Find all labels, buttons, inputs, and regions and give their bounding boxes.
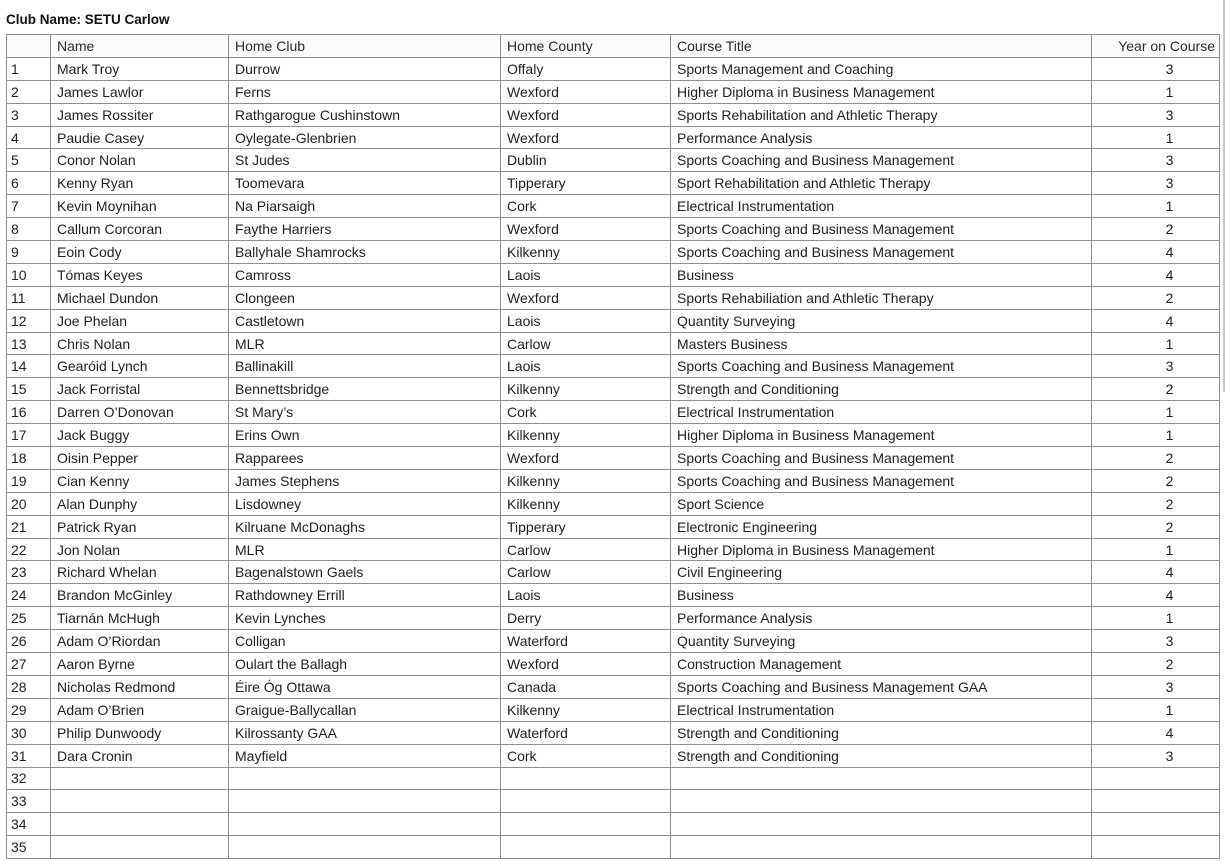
player-name-cell bbox=[51, 767, 229, 790]
course-title-cell: Quantity Surveying bbox=[671, 309, 1092, 332]
header-index bbox=[7, 35, 51, 58]
year-on-course-cell: 3 bbox=[1092, 675, 1220, 698]
year-on-course-cell: 2 bbox=[1092, 653, 1220, 676]
row-number: 25 bbox=[7, 607, 51, 630]
year-on-course-cell: 4 bbox=[1092, 241, 1220, 264]
year-on-course-cell: 3 bbox=[1092, 149, 1220, 172]
home-club-cell: St Judes bbox=[229, 149, 501, 172]
home-club-cell: Graigue-Ballycallan bbox=[229, 698, 501, 721]
course-title-cell: Electrical Instrumentation bbox=[671, 401, 1092, 424]
row-number: 6 bbox=[7, 172, 51, 195]
player-name-cell: Mark Troy bbox=[51, 57, 229, 80]
roster-body bbox=[7, 57, 1220, 858]
course-title-cell: Sport Rehabilitation and Athletic Therapy bbox=[671, 172, 1092, 195]
player-name-cell: Alan Dunphy bbox=[51, 492, 229, 515]
player-name-cell: Conor Nolan bbox=[51, 149, 229, 172]
course-title-cell: Sports Management and Coaching bbox=[671, 57, 1092, 80]
player-name-cell: Philip Dunwoody bbox=[51, 721, 229, 744]
home-club-cell: Mayfield bbox=[229, 744, 501, 767]
player-name-cell: Chris Nolan bbox=[51, 332, 229, 355]
course-title-cell: Electrical Instrumentation bbox=[671, 195, 1092, 218]
row-number: 32 bbox=[7, 767, 51, 790]
course-title-cell: Sports Rehabilitation and Athletic Therapy bbox=[671, 103, 1092, 126]
player-name-cell: Tómas Keyes bbox=[51, 263, 229, 286]
home-county-cell: Wexford bbox=[501, 218, 671, 241]
year-on-course-cell: 1 bbox=[1092, 424, 1220, 447]
table-row bbox=[7, 126, 1220, 149]
course-title-cell: Civil Engineering bbox=[671, 561, 1092, 584]
row-number: 14 bbox=[7, 355, 51, 378]
home-county-cell: Offaly bbox=[501, 57, 671, 80]
home-club-cell: Oylegate-Glenbrien bbox=[229, 126, 501, 149]
home-club-cell: Toomevara bbox=[229, 172, 501, 195]
home-county-cell: Wexford bbox=[501, 126, 671, 149]
row-number: 31 bbox=[7, 744, 51, 767]
home-club-cell: Erins Own bbox=[229, 424, 501, 447]
course-title-cell: Sports Coaching and Business Management bbox=[671, 241, 1092, 264]
year-on-course-cell: 4 bbox=[1092, 584, 1220, 607]
year-on-course-cell: 2 bbox=[1092, 515, 1220, 538]
table-row bbox=[7, 836, 1220, 859]
table-row bbox=[7, 103, 1220, 126]
row-number: 27 bbox=[7, 653, 51, 676]
player-name-cell: Eoin Cody bbox=[51, 241, 229, 264]
year-on-course-cell bbox=[1092, 813, 1220, 836]
home-club-cell: Kevin Lynches bbox=[229, 607, 501, 630]
player-name-cell: Joe Phelan bbox=[51, 309, 229, 332]
table-row bbox=[7, 538, 1220, 561]
home-county-cell: Wexford bbox=[501, 286, 671, 309]
player-name-cell bbox=[51, 813, 229, 836]
course-title-cell: Performance Analysis bbox=[671, 126, 1092, 149]
table-row bbox=[7, 492, 1220, 515]
year-on-course-cell: 2 bbox=[1092, 469, 1220, 492]
player-name-cell: Aaron Byrne bbox=[51, 653, 229, 676]
course-title-cell: Sports Coaching and Business Management GAA bbox=[671, 675, 1092, 698]
home-club-cell: Camross bbox=[229, 263, 501, 286]
course-title-cell: Strength and Conditioning bbox=[671, 378, 1092, 401]
table-row bbox=[7, 561, 1220, 584]
player-name-cell bbox=[51, 836, 229, 859]
home-county-cell bbox=[501, 813, 671, 836]
course-title-cell: Sports Rehabiliation and Athletic Therapy bbox=[671, 286, 1092, 309]
home-county-cell: Laois bbox=[501, 309, 671, 332]
header-year-on-course: Year on Course bbox=[1092, 35, 1220, 58]
table-row bbox=[7, 447, 1220, 470]
row-number: 9 bbox=[7, 241, 51, 264]
player-name-cell: Oisin Pepper bbox=[51, 447, 229, 470]
home-county-cell: Kilkenny bbox=[501, 492, 671, 515]
course-title-cell: Strength and Conditioning bbox=[671, 721, 1092, 744]
home-county-cell: Kilkenny bbox=[501, 469, 671, 492]
home-club-cell: Durrow bbox=[229, 57, 501, 80]
table-row bbox=[7, 332, 1220, 355]
home-county-cell: Carlow bbox=[501, 561, 671, 584]
table-row bbox=[7, 355, 1220, 378]
home-club-cell: Lisdowney bbox=[229, 492, 501, 515]
home-county-cell: Tipperary bbox=[501, 172, 671, 195]
year-on-course-cell: 1 bbox=[1092, 698, 1220, 721]
course-title-cell: Sports Coaching and Business Management bbox=[671, 149, 1092, 172]
table-row bbox=[7, 424, 1220, 447]
year-on-course-cell: 1 bbox=[1092, 126, 1220, 149]
year-on-course-cell: 2 bbox=[1092, 492, 1220, 515]
row-number: 23 bbox=[7, 561, 51, 584]
year-on-course-cell: 2 bbox=[1092, 447, 1220, 470]
home-county-cell: Tipperary bbox=[501, 515, 671, 538]
home-county-cell bbox=[501, 767, 671, 790]
player-name-cell: Richard Whelan bbox=[51, 561, 229, 584]
player-name-cell: Kevin Moynihan bbox=[51, 195, 229, 218]
home-club-cell: Kilruane McDonaghs bbox=[229, 515, 501, 538]
home-club-cell: Rathdowney Errill bbox=[229, 584, 501, 607]
home-club-cell: MLR bbox=[229, 538, 501, 561]
home-county-cell: Carlow bbox=[501, 332, 671, 355]
row-number: 16 bbox=[7, 401, 51, 424]
table-row bbox=[7, 80, 1220, 103]
header-home-county: Home County bbox=[501, 35, 671, 58]
row-number: 12 bbox=[7, 309, 51, 332]
home-club-cell: Faythe Harriers bbox=[229, 218, 501, 241]
year-on-course-cell: 4 bbox=[1092, 263, 1220, 286]
home-county-cell: Laois bbox=[501, 355, 671, 378]
row-number: 21 bbox=[7, 515, 51, 538]
table-row bbox=[7, 698, 1220, 721]
header-home-club: Home Club bbox=[229, 35, 501, 58]
course-title-cell bbox=[671, 813, 1092, 836]
player-name-cell: Gearóid Lynch bbox=[51, 355, 229, 378]
home-club-cell: Bennettsbridge bbox=[229, 378, 501, 401]
home-club-cell bbox=[229, 813, 501, 836]
home-county-cell: Waterford bbox=[501, 721, 671, 744]
player-name-cell: James Lawlor bbox=[51, 80, 229, 103]
row-number: 3 bbox=[7, 103, 51, 126]
player-name-cell: Michael Dundon bbox=[51, 286, 229, 309]
table-row bbox=[7, 401, 1220, 424]
player-name-cell: Patrick Ryan bbox=[51, 515, 229, 538]
home-club-cell: Rathgarogue Cushinstown bbox=[229, 103, 501, 126]
table-row bbox=[7, 263, 1220, 286]
player-roster-table bbox=[6, 34, 1220, 859]
row-number: 11 bbox=[7, 286, 51, 309]
row-number: 19 bbox=[7, 469, 51, 492]
year-on-course-cell: 4 bbox=[1092, 309, 1220, 332]
home-county-cell: Carlow bbox=[501, 538, 671, 561]
year-on-course-cell bbox=[1092, 836, 1220, 859]
course-title-cell: Electronic Engineering bbox=[671, 515, 1092, 538]
table-row bbox=[7, 469, 1220, 492]
row-number: 7 bbox=[7, 195, 51, 218]
home-club-cell: Éire Óg Ottawa bbox=[229, 675, 501, 698]
home-county-cell bbox=[501, 836, 671, 859]
home-county-cell: Wexford bbox=[501, 653, 671, 676]
table-row bbox=[7, 149, 1220, 172]
year-on-course-cell: 1 bbox=[1092, 195, 1220, 218]
home-club-cell: Kilrossanty GAA bbox=[229, 721, 501, 744]
row-number: 26 bbox=[7, 630, 51, 653]
table-row bbox=[7, 57, 1220, 80]
row-number: 30 bbox=[7, 721, 51, 744]
year-on-course-cell: 1 bbox=[1092, 332, 1220, 355]
year-on-course-cell: 3 bbox=[1092, 103, 1220, 126]
course-title-cell: Strength and Conditioning bbox=[671, 744, 1092, 767]
home-club-cell: Castletown bbox=[229, 309, 501, 332]
year-on-course-cell: 1 bbox=[1092, 401, 1220, 424]
table-row bbox=[7, 378, 1220, 401]
home-club-cell: Ferns bbox=[229, 80, 501, 103]
year-on-course-cell bbox=[1092, 790, 1220, 813]
home-county-cell: Cork bbox=[501, 195, 671, 218]
player-name-cell: Dara Cronin bbox=[51, 744, 229, 767]
course-title-cell: Higher Diploma in Business Management bbox=[671, 538, 1092, 561]
row-number: 33 bbox=[7, 790, 51, 813]
row-number: 34 bbox=[7, 813, 51, 836]
year-on-course-cell: 3 bbox=[1092, 744, 1220, 767]
player-name-cell: Jon Nolan bbox=[51, 538, 229, 561]
home-club-cell: Na Piarsaigh bbox=[229, 195, 501, 218]
player-name-cell: Jack Buggy bbox=[51, 424, 229, 447]
course-title-cell: Sport Science bbox=[671, 492, 1092, 515]
row-number: 20 bbox=[7, 492, 51, 515]
course-title-cell: Electrical Instrumentation bbox=[671, 698, 1092, 721]
course-title-cell bbox=[671, 836, 1092, 859]
home-county-cell: Kilkenny bbox=[501, 378, 671, 401]
year-on-course-cell: 1 bbox=[1092, 538, 1220, 561]
home-county-cell: Dublin bbox=[501, 149, 671, 172]
course-title-cell: Masters Business bbox=[671, 332, 1092, 355]
home-club-cell: Colligan bbox=[229, 630, 501, 653]
table-row bbox=[7, 813, 1220, 836]
row-number: 15 bbox=[7, 378, 51, 401]
player-name-cell: Jack Forristal bbox=[51, 378, 229, 401]
row-number: 10 bbox=[7, 263, 51, 286]
home-club-cell: Oulart the Ballagh bbox=[229, 653, 501, 676]
player-name-cell: Darren O’Donovan bbox=[51, 401, 229, 424]
table-row bbox=[7, 630, 1220, 653]
home-county-cell: Wexford bbox=[501, 80, 671, 103]
home-county-cell bbox=[501, 790, 671, 813]
row-number: 4 bbox=[7, 126, 51, 149]
course-title-cell: Sports Coaching and Business Management bbox=[671, 218, 1092, 241]
home-county-cell: Derry bbox=[501, 607, 671, 630]
home-county-cell: Waterford bbox=[501, 630, 671, 653]
home-county-cell: Kilkenny bbox=[501, 241, 671, 264]
player-name-cell: Adam O’Brien bbox=[51, 698, 229, 721]
row-number: 22 bbox=[7, 538, 51, 561]
year-on-course-cell bbox=[1092, 767, 1220, 790]
course-title-cell: Quantity Surveying bbox=[671, 630, 1092, 653]
header-course-title: Course Title bbox=[671, 35, 1092, 58]
course-title-cell: Performance Analysis bbox=[671, 607, 1092, 630]
home-club-cell: Clongeen bbox=[229, 286, 501, 309]
header-row bbox=[7, 35, 1220, 58]
player-name-cell: Adam O’Riordan bbox=[51, 630, 229, 653]
header-name: Name bbox=[51, 35, 229, 58]
row-number: 18 bbox=[7, 447, 51, 470]
table-row bbox=[7, 515, 1220, 538]
player-name-cell: Paudie Casey bbox=[51, 126, 229, 149]
row-number: 35 bbox=[7, 836, 51, 859]
home-club-cell bbox=[229, 790, 501, 813]
table-row bbox=[7, 218, 1220, 241]
player-name-cell bbox=[51, 790, 229, 813]
table-row bbox=[7, 584, 1220, 607]
year-on-course-cell: 3 bbox=[1092, 630, 1220, 653]
home-club-cell: Rapparees bbox=[229, 447, 501, 470]
player-name-cell: Nicholas Redmond bbox=[51, 675, 229, 698]
row-number: 8 bbox=[7, 218, 51, 241]
home-club-cell: Bagenalstown Gaels bbox=[229, 561, 501, 584]
player-name-cell: Callum Corcoran bbox=[51, 218, 229, 241]
table-row bbox=[7, 309, 1220, 332]
table-row bbox=[7, 675, 1220, 698]
home-club-cell: Ballinakill bbox=[229, 355, 501, 378]
course-title-cell bbox=[671, 767, 1092, 790]
course-title-cell: Sports Coaching and Business Management bbox=[671, 355, 1092, 378]
table-row bbox=[7, 790, 1220, 813]
home-county-cell: Kilkenny bbox=[501, 698, 671, 721]
home-county-cell: Laois bbox=[501, 584, 671, 607]
home-club-cell: Ballyhale Shamrocks bbox=[229, 241, 501, 264]
year-on-course-cell: 2 bbox=[1092, 218, 1220, 241]
table-row bbox=[7, 744, 1220, 767]
home-county-cell: Wexford bbox=[501, 447, 671, 470]
home-club-cell bbox=[229, 836, 501, 859]
row-number: 1 bbox=[7, 57, 51, 80]
table-row bbox=[7, 195, 1220, 218]
year-on-course-cell: 3 bbox=[1092, 355, 1220, 378]
course-title-cell: Higher Diploma in Business Management bbox=[671, 80, 1092, 103]
table-row bbox=[7, 653, 1220, 676]
row-number: 29 bbox=[7, 698, 51, 721]
year-on-course-cell: 1 bbox=[1092, 80, 1220, 103]
player-name-cell: Tiarnán McHugh bbox=[51, 607, 229, 630]
row-number: 5 bbox=[7, 149, 51, 172]
home-county-cell: Laois bbox=[501, 263, 671, 286]
year-on-course-cell: 2 bbox=[1092, 378, 1220, 401]
course-title-cell bbox=[671, 790, 1092, 813]
year-on-course-cell: 4 bbox=[1092, 561, 1220, 584]
home-county-cell: Canada bbox=[501, 675, 671, 698]
player-name-cell: Kenny Ryan bbox=[51, 172, 229, 195]
row-number: 13 bbox=[7, 332, 51, 355]
table-row bbox=[7, 721, 1220, 744]
year-on-course-cell: 4 bbox=[1092, 721, 1220, 744]
home-county-cell: Cork bbox=[501, 744, 671, 767]
course-title-cell: Sports Coaching and Business Management bbox=[671, 447, 1092, 470]
table-row bbox=[7, 286, 1220, 309]
course-title-cell: Higher Diploma in Business Management bbox=[671, 424, 1092, 447]
home-club-cell: St Mary’s bbox=[229, 401, 501, 424]
row-number: 28 bbox=[7, 675, 51, 698]
year-on-course-cell: 1 bbox=[1092, 607, 1220, 630]
row-number: 2 bbox=[7, 80, 51, 103]
row-number: 17 bbox=[7, 424, 51, 447]
course-title-cell: Construction Management bbox=[671, 653, 1092, 676]
year-on-course-cell: 3 bbox=[1092, 172, 1220, 195]
player-name-cell: Cian Kenny bbox=[51, 469, 229, 492]
table-row bbox=[7, 241, 1220, 264]
club-name-title: Club Name: SETU Carlow bbox=[6, 12, 170, 27]
table-row bbox=[7, 607, 1220, 630]
player-name-cell: Brandon McGinley bbox=[51, 584, 229, 607]
home-county-cell: Cork bbox=[501, 401, 671, 424]
page-edge-divider bbox=[1223, 0, 1225, 392]
course-title-cell: Business bbox=[671, 263, 1092, 286]
year-on-course-cell: 2 bbox=[1092, 286, 1220, 309]
player-name-cell: James Rossiter bbox=[51, 103, 229, 126]
course-title-cell: Sports Coaching and Business Management bbox=[671, 469, 1092, 492]
home-county-cell: Kilkenny bbox=[501, 424, 671, 447]
home-club-cell bbox=[229, 767, 501, 790]
table-row bbox=[7, 172, 1220, 195]
home-county-cell: Wexford bbox=[501, 103, 671, 126]
home-club-cell: MLR bbox=[229, 332, 501, 355]
course-title-cell: Business bbox=[671, 584, 1092, 607]
year-on-course-cell: 3 bbox=[1092, 57, 1220, 80]
home-club-cell: James Stephens bbox=[229, 469, 501, 492]
row-number: 24 bbox=[7, 584, 51, 607]
table-row bbox=[7, 767, 1220, 790]
